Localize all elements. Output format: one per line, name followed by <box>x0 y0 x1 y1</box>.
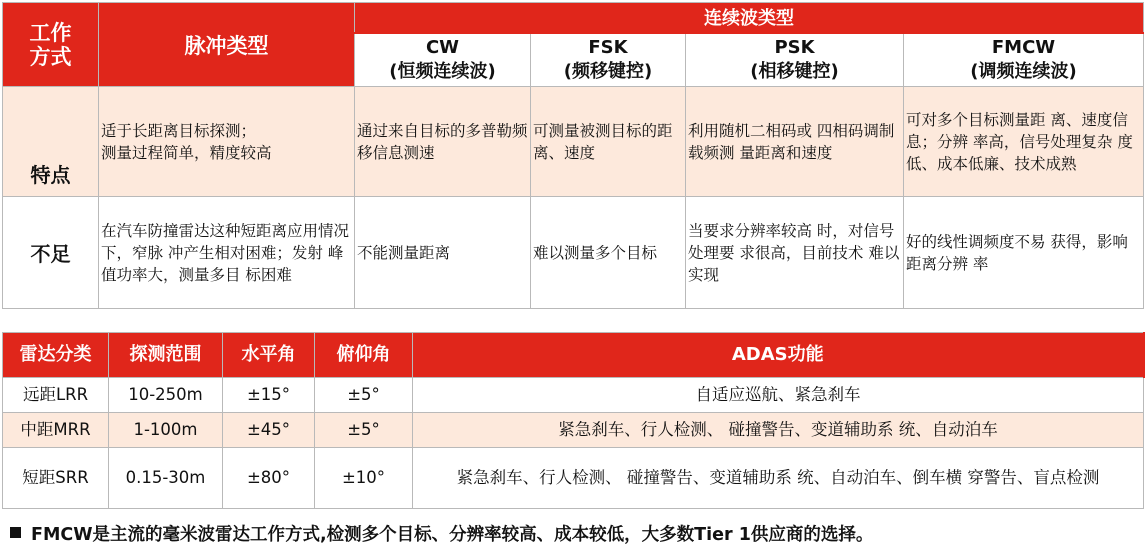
cw-type-header: 连续波类型 <box>355 3 1144 33</box>
fsk-type-cell: FSK (频移键控) <box>531 33 686 87</box>
summary-note <box>10 521 1140 546</box>
elevation-angle-cell: ±5° <box>315 378 413 413</box>
fmcw-features: 可对多个目标测量距 离、速度信息；分辨 率高，信号处理复杂 度低、成本低廉、技术成熟 <box>904 87 1144 197</box>
range-cell: 0.15-30m <box>109 448 223 509</box>
radar-class-cell: 中距MRR <box>3 413 109 448</box>
fmcw-type-cell: FMCW (调频连续波) <box>904 33 1144 87</box>
fsk-features: 可测量被测目标的距离、速度 <box>531 87 686 197</box>
elevation-angle-cell: ±5° <box>315 413 413 448</box>
range-cell: 10-250m <box>109 378 223 413</box>
range-cell: 1-100m <box>109 413 223 448</box>
cw-type-cell: CW (恒频连续波) <box>355 33 531 87</box>
shortcomings-row-label: 不足 <box>3 197 99 309</box>
summary-note-text: FMCW是主流的毫米波雷达工作方式,检测多个目标、分辨率较高、成本较低，大多数Tier 1供应商的选择。 <box>31 525 874 545</box>
psk-shortcomings: 当要求分辨率较高 时，对信号处理要 求很高，目前技术 难以实现 <box>686 197 904 309</box>
psk-features: 利用随机二相码或 四相码调制载频测 量距离和速度 <box>686 87 904 197</box>
table-row <box>3 378 1144 413</box>
header-range: 探测范围 <box>109 333 223 378</box>
cw-features: 通过来自目标的多普勒频移信息测速 <box>355 87 531 197</box>
elevation-angle-cell: ±10° <box>315 448 413 509</box>
fmcw-shortcomings: 好的线性调频度不易 获得，影响距离分辨 率 <box>904 197 1144 309</box>
radar-class-table <box>2 332 1145 509</box>
horizontal-angle-cell: ±15° <box>223 378 315 413</box>
cw-shortcomings: 不能测量距离 <box>355 197 531 309</box>
header-horizontal-angle: 水平角 <box>223 333 315 378</box>
pulse-features: 适于长距离目标探测； 测量过程简单，精度较高 <box>99 87 355 197</box>
radar-class-cell: 远距LRR <box>3 378 109 413</box>
adas-function-cell: 紧急刹车、行人检测、 碰撞警告、变道辅助系 统、自动泊车、倒车横 穿警告、盲点检测 <box>413 448 1144 509</box>
fsk-shortcomings: 难以测量多个目标 <box>531 197 686 309</box>
header-elevation-angle: 俯仰角 <box>315 333 413 378</box>
features-row-label: 特点 <box>3 87 99 197</box>
pulse-type-header: 脉冲类型 <box>99 3 355 87</box>
table-row <box>3 413 1144 448</box>
square-bullet-icon <box>10 527 21 538</box>
radar-class-cell: 短距SRR <box>3 448 109 509</box>
horizontal-angle-cell: ±80° <box>223 448 315 509</box>
pulse-shortcomings: 在汽车防撞雷达这种短距离应用情况下，窄脉 冲产生相对困难；发射 峰值功率大，测量多目 标困难 <box>99 197 355 309</box>
adas-function-cell: 紧急刹车、行人检测、 碰撞警告、变道辅助系 统、自动泊车 <box>413 413 1144 448</box>
header-adas-function: ADAS功能 <box>413 333 1144 378</box>
psk-type-cell: PSK (相移键控) <box>686 33 904 87</box>
adas-function-cell: 自适应巡航、紧急刹车 <box>413 378 1144 413</box>
work-mode-header: 工作 方式 <box>3 3 99 87</box>
horizontal-angle-cell: ±45° <box>223 413 315 448</box>
table-row <box>3 448 1144 509</box>
header-radar-class: 雷达分类 <box>3 333 109 378</box>
radar-mode-comparison-table <box>2 2 1144 309</box>
